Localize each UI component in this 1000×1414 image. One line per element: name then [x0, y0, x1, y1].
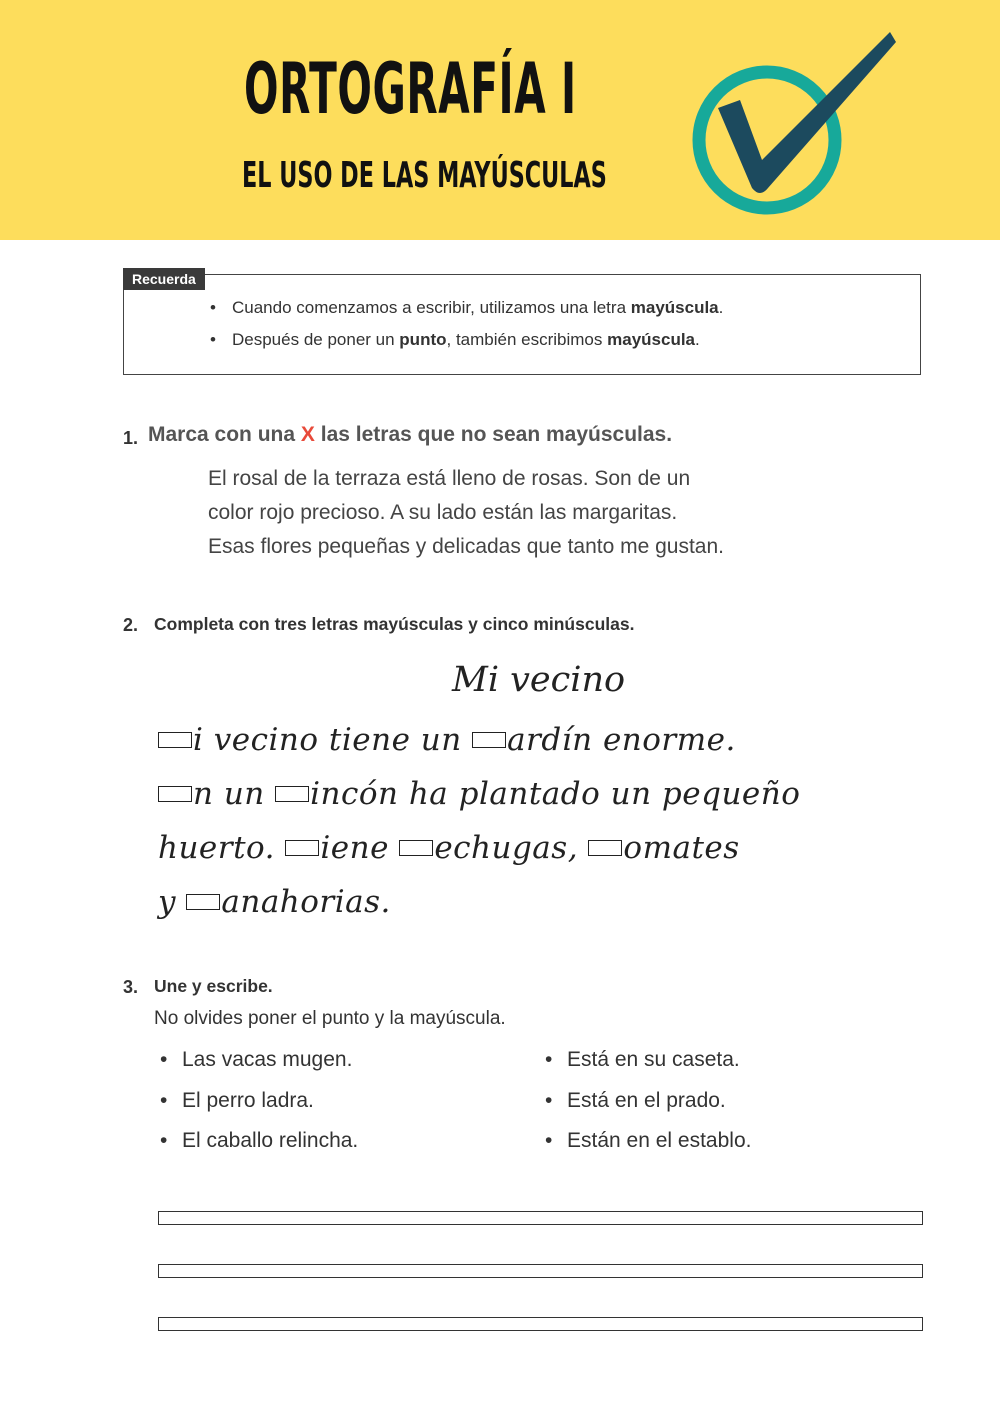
cursive-text: n un: [193, 776, 276, 812]
cursive-line: [158, 884, 391, 920]
bullet: •: [210, 298, 216, 317]
checkmark-circle-icon: [690, 20, 910, 220]
bullet: •: [545, 1048, 553, 1071]
recuerda-text: .: [695, 330, 700, 349]
paragraph-line[interactable]: Esas flores pequeñas y delicadas que tanto me gustan.: [208, 535, 724, 558]
question-3-number: 3.: [123, 977, 139, 997]
paragraph-line[interactable]: El rosal de la terraza está lleno de rosas. Son de un: [208, 467, 691, 490]
letter-blank[interactable]: [158, 786, 192, 802]
match-text: Está en el prado.: [567, 1089, 726, 1112]
header-banner: [0, 0, 1000, 240]
match-right-item[interactable]: [545, 1129, 751, 1153]
match-text: Está en su caseta.: [567, 1048, 740, 1071]
bullet: •: [160, 1129, 168, 1152]
question-3-instruction: Une y escribe.: [154, 976, 273, 996]
cursive-text: i vecino tiene un: [193, 722, 473, 758]
match-text: Las vacas mugen.: [182, 1048, 353, 1071]
cursive-line: [158, 722, 736, 758]
question-2-instruction: Completa con tres letras mayúsculas y cinco minúsculas.: [154, 614, 635, 634]
match-left-item[interactable]: [160, 1089, 314, 1113]
instruction-x-mark: X: [300, 423, 315, 446]
recuerda-bold: mayúscula: [630, 298, 719, 317]
cursive-text: iene: [320, 830, 400, 866]
recuerda-text: Después de poner un: [232, 330, 400, 349]
letter-blank[interactable]: [472, 732, 506, 748]
recuerda-item: [210, 298, 723, 318]
letter-blank[interactable]: [588, 840, 622, 856]
letter-blank[interactable]: [399, 840, 433, 856]
page-subtitle: EL USO DE LAS MAYÚSCULAS: [242, 155, 607, 196]
match-left-item[interactable]: [160, 1048, 352, 1072]
match-right-item[interactable]: [545, 1048, 740, 1072]
cursive-text: huerto.: [158, 830, 286, 866]
answer-input[interactable]: [158, 1264, 923, 1278]
letter-blank[interactable]: [275, 786, 309, 802]
match-text: El caballo relincha.: [182, 1129, 359, 1152]
recuerda-item: [210, 330, 700, 350]
match-right-item[interactable]: [545, 1089, 726, 1113]
instruction-text: las letras que no sean mayúsculas.: [314, 423, 673, 446]
match-left-item[interactable]: [160, 1129, 358, 1153]
cursive-text: ardín enorme.: [507, 722, 736, 758]
text-title: Mi vecino: [452, 660, 626, 700]
question-3-subinstruction: No olvides poner el punto y la mayúscula.: [154, 1008, 506, 1029]
recuerda-text: , también escribimos: [446, 330, 608, 349]
answer-input[interactable]: [158, 1317, 923, 1331]
bullet: •: [160, 1089, 168, 1112]
page-title: ORTOGRAFÍA I: [244, 48, 577, 130]
cursive-line: [158, 776, 800, 812]
bullet: •: [545, 1129, 553, 1152]
recuerda-text: Cuando comenzamos a escribir, utilizamos una letra: [232, 298, 631, 317]
cursive-text: echugas,: [434, 830, 589, 866]
match-text: Están en el establo.: [567, 1129, 752, 1152]
recuerda-bold: mayúscula: [607, 330, 696, 349]
recuerda-bold: punto: [399, 330, 447, 349]
paragraph-line[interactable]: color rojo precioso. A su lado están las margaritas.: [208, 501, 678, 524]
letter-blank[interactable]: [158, 732, 192, 748]
question-1-instruction: [148, 423, 672, 447]
recuerda-text: .: [718, 298, 724, 317]
cursive-text: omates: [623, 830, 740, 866]
cursive-text: incón ha plantado un pequeño: [310, 776, 801, 812]
instruction-text: Marca con una: [148, 423, 301, 446]
recuerda-label: Recuerda: [123, 268, 205, 290]
cursive-line: [158, 830, 740, 866]
bullet: •: [160, 1048, 168, 1071]
bullet: •: [545, 1089, 553, 1112]
bullet: •: [210, 330, 216, 349]
match-text: El perro ladra.: [182, 1089, 314, 1112]
letter-blank[interactable]: [285, 840, 319, 856]
recuerda-box: [123, 274, 921, 375]
question-2-number: 2.: [123, 615, 139, 635]
cursive-text: y: [158, 884, 187, 920]
question-1-number: 1.: [123, 428, 139, 448]
cursive-text: anahorias.: [221, 884, 391, 920]
letter-blank[interactable]: [186, 894, 220, 910]
answer-input[interactable]: [158, 1211, 923, 1225]
